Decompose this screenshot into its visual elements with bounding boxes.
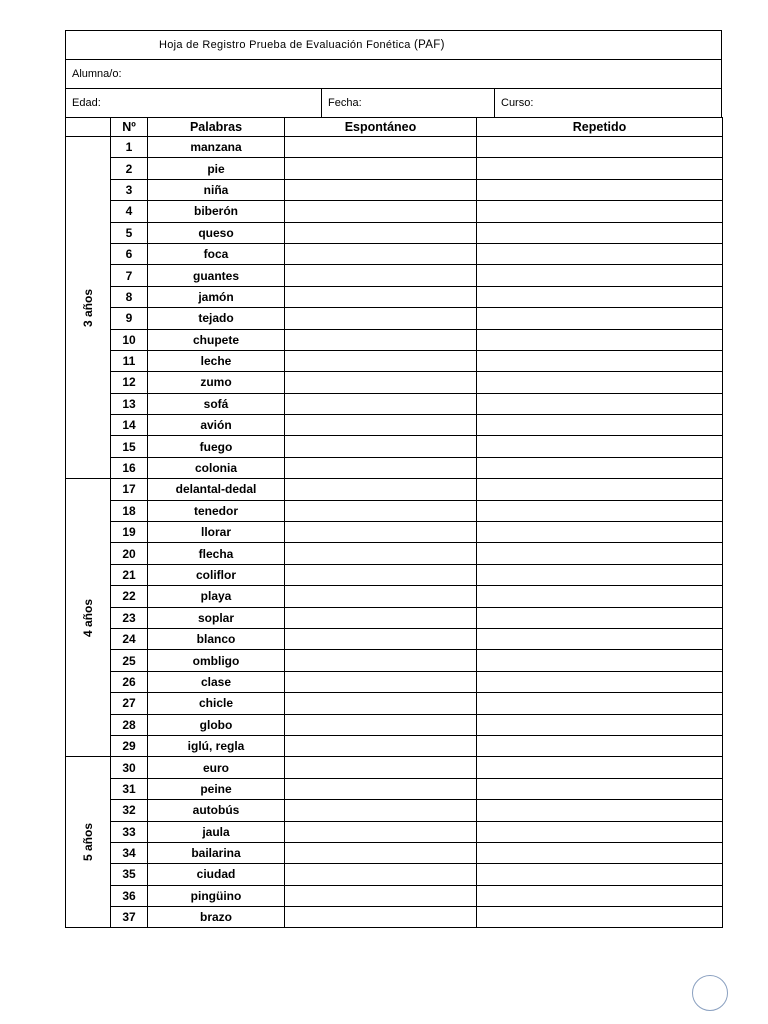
word-number: 29 — [111, 735, 148, 756]
spontaneous-cell[interactable] — [285, 564, 477, 585]
word-cell: pie — [148, 158, 285, 179]
word-number: 1 — [111, 137, 148, 158]
word-cell: euro — [148, 757, 285, 778]
table-row — [66, 179, 723, 200]
word-cell: blanco — [148, 628, 285, 649]
word-number: 21 — [111, 564, 148, 585]
title-text: Hoja de Registro Prueba de Evaluación Fonética — [159, 39, 411, 51]
spontaneous-cell[interactable] — [285, 628, 477, 649]
repeated-cell[interactable] — [477, 757, 723, 778]
word-cell: bailarina — [148, 842, 285, 863]
word-cell: brazo — [148, 907, 285, 928]
table-row — [66, 201, 723, 222]
repeated-cell[interactable] — [477, 885, 723, 906]
word-number: 24 — [111, 628, 148, 649]
spontaneous-cell[interactable] — [285, 201, 477, 222]
repeated-cell[interactable] — [477, 372, 723, 393]
age-label: Edad: — [72, 97, 101, 109]
word-table — [65, 117, 723, 928]
word-cell: tenedor — [148, 500, 285, 521]
repeated-cell[interactable] — [477, 714, 723, 735]
repeated-cell[interactable] — [477, 907, 723, 928]
table-row — [66, 564, 723, 585]
word-cell: jaula — [148, 821, 285, 842]
spontaneous-cell[interactable] — [285, 735, 477, 756]
spontaneous-cell[interactable] — [285, 222, 477, 243]
title-abbr: (PAF) — [414, 39, 445, 51]
repeated-cell[interactable] — [477, 522, 723, 543]
repeated-cell[interactable] — [477, 543, 723, 564]
spontaneous-cell[interactable] — [285, 265, 477, 286]
word-cell: leche — [148, 350, 285, 371]
word-cell: zumo — [148, 372, 285, 393]
student-field[interactable] — [65, 59, 722, 88]
word-cell: delantal-dedal — [148, 479, 285, 500]
table-row — [66, 864, 723, 885]
table-row — [66, 714, 723, 735]
word-cell: pingüino — [148, 885, 285, 906]
word-cell: tejado — [148, 308, 285, 329]
repeated-cell[interactable] — [477, 179, 723, 200]
spontaneous-cell[interactable] — [285, 308, 477, 329]
word-number: 36 — [111, 885, 148, 906]
word-cell: manzana — [148, 137, 285, 158]
age-field[interactable] — [66, 89, 322, 117]
word-number: 30 — [111, 757, 148, 778]
word-number: 9 — [111, 308, 148, 329]
word-number: 8 — [111, 286, 148, 307]
word-number: 17 — [111, 479, 148, 500]
table-row — [66, 137, 723, 158]
word-cell: coliflor — [148, 564, 285, 585]
table-row — [66, 778, 723, 799]
table-row — [66, 842, 723, 863]
spontaneous-cell[interactable] — [285, 393, 477, 414]
word-number: 14 — [111, 415, 148, 436]
age-group-label — [66, 479, 111, 757]
spontaneous-cell[interactable] — [285, 457, 477, 478]
repeated-cell[interactable] — [477, 650, 723, 671]
age-group-text: 4 años — [80, 598, 95, 637]
table-row — [66, 393, 723, 414]
repeated-cell[interactable] — [477, 778, 723, 799]
table-row — [66, 415, 723, 436]
word-number: 35 — [111, 864, 148, 885]
word-number: 26 — [111, 671, 148, 692]
repeated-cell[interactable] — [477, 821, 723, 842]
table-row — [66, 586, 723, 607]
word-number: 5 — [111, 222, 148, 243]
spontaneous-cell[interactable] — [285, 179, 477, 200]
repeated-cell[interactable] — [477, 842, 723, 863]
repeated-cell[interactable] — [477, 628, 723, 649]
word-cell: globo — [148, 714, 285, 735]
age-group-text: 3 años — [80, 288, 95, 327]
word-number: 7 — [111, 265, 148, 286]
word-cell: peine — [148, 778, 285, 799]
repeated-cell[interactable] — [477, 500, 723, 521]
repeated-cell[interactable] — [477, 457, 723, 478]
repeated-cell[interactable] — [477, 308, 723, 329]
word-number: 13 — [111, 393, 148, 414]
word-cell: fuego — [148, 436, 285, 457]
word-number: 34 — [111, 842, 148, 863]
word-cell: iglú, regla — [148, 735, 285, 756]
spontaneous-cell[interactable] — [285, 500, 477, 521]
table-row — [66, 800, 723, 821]
spontaneous-cell[interactable] — [285, 479, 477, 500]
word-number: 37 — [111, 907, 148, 928]
info-row — [65, 88, 722, 117]
table-row — [66, 522, 723, 543]
spontaneous-cell[interactable] — [285, 842, 477, 863]
word-number: 19 — [111, 522, 148, 543]
table-row — [66, 671, 723, 692]
spontaneous-cell[interactable] — [285, 137, 477, 158]
spontaneous-cell[interactable] — [285, 350, 477, 371]
word-number: 18 — [111, 500, 148, 521]
spontaneous-cell[interactable] — [285, 543, 477, 564]
num-column-header: Nº — [111, 118, 148, 137]
table-row — [66, 757, 723, 778]
table-row — [66, 650, 723, 671]
table-row — [66, 543, 723, 564]
word-number: 10 — [111, 329, 148, 350]
table-row — [66, 457, 723, 478]
word-cell: biberón — [148, 201, 285, 222]
word-number: 4 — [111, 201, 148, 222]
word-number: 15 — [111, 436, 148, 457]
table-row — [66, 350, 723, 371]
spontaneous-column-header: Espontáneo — [285, 118, 477, 137]
word-cell: soplar — [148, 607, 285, 628]
word-number: 16 — [111, 457, 148, 478]
word-number: 28 — [111, 714, 148, 735]
spontaneous-cell[interactable] — [285, 436, 477, 457]
word-number: 3 — [111, 179, 148, 200]
word-cell: clase — [148, 671, 285, 692]
course-label: Curso: — [501, 97, 534, 109]
repeated-cell[interactable] — [477, 479, 723, 500]
word-number: 33 — [111, 821, 148, 842]
age-group-text: 5 años — [80, 823, 95, 862]
repeated-column-header: Repetido — [477, 118, 723, 137]
spontaneous-cell[interactable] — [285, 907, 477, 928]
spontaneous-cell[interactable] — [285, 778, 477, 799]
word-cell: sofá — [148, 393, 285, 414]
table-row — [66, 500, 723, 521]
table-row — [66, 329, 723, 350]
word-number: 11 — [111, 350, 148, 371]
spontaneous-cell[interactable] — [285, 693, 477, 714]
word-number: 32 — [111, 800, 148, 821]
word-cell: autobús — [148, 800, 285, 821]
word-cell: guantes — [148, 265, 285, 286]
repeated-cell[interactable] — [477, 350, 723, 371]
table-row — [66, 243, 723, 264]
repeated-cell[interactable] — [477, 671, 723, 692]
repeated-cell[interactable] — [477, 586, 723, 607]
spontaneous-cell[interactable] — [285, 329, 477, 350]
spontaneous-cell[interactable] — [285, 671, 477, 692]
record-sheet — [65, 30, 722, 928]
spontaneous-cell[interactable] — [285, 372, 477, 393]
age-column-header — [66, 118, 111, 137]
spontaneous-cell[interactable] — [285, 650, 477, 671]
repeated-cell[interactable] — [477, 436, 723, 457]
repeated-cell[interactable] — [477, 800, 723, 821]
table-row — [66, 907, 723, 928]
repeated-cell[interactable] — [477, 158, 723, 179]
repeated-cell[interactable] — [477, 864, 723, 885]
word-cell: ciudad — [148, 864, 285, 885]
word-number: 23 — [111, 607, 148, 628]
repeated-cell[interactable] — [477, 243, 723, 264]
word-cell: ombligo — [148, 650, 285, 671]
word-cell: foca — [148, 243, 285, 264]
table-row — [66, 372, 723, 393]
repeated-cell[interactable] — [477, 393, 723, 414]
word-cell: colonia — [148, 457, 285, 478]
sheet-title — [65, 30, 722, 59]
table-row — [66, 885, 723, 906]
table-row — [66, 735, 723, 756]
word-cell: chupete — [148, 329, 285, 350]
spontaneous-cell[interactable] — [285, 821, 477, 842]
table-row — [66, 479, 723, 500]
word-cell: avión — [148, 415, 285, 436]
course-field[interactable] — [495, 89, 721, 117]
table-row — [66, 286, 723, 307]
spontaneous-cell[interactable] — [285, 415, 477, 436]
repeated-cell[interactable] — [477, 286, 723, 307]
table-row — [66, 628, 723, 649]
table-row — [66, 308, 723, 329]
table-row — [66, 265, 723, 286]
repeated-cell[interactable] — [477, 564, 723, 585]
word-cell: niña — [148, 179, 285, 200]
spontaneous-cell[interactable] — [285, 864, 477, 885]
spontaneous-cell[interactable] — [285, 522, 477, 543]
word-number: 31 — [111, 778, 148, 799]
repeated-cell[interactable] — [477, 329, 723, 350]
word-cell: chicle — [148, 693, 285, 714]
word-number: 12 — [111, 372, 148, 393]
age-group-label — [66, 757, 111, 928]
word-number: 2 — [111, 158, 148, 179]
repeated-cell[interactable] — [477, 201, 723, 222]
table-row — [66, 821, 723, 842]
word-cell: queso — [148, 222, 285, 243]
age-group-label — [66, 137, 111, 479]
word-cell: jamón — [148, 286, 285, 307]
word-number: 22 — [111, 586, 148, 607]
spontaneous-cell[interactable] — [285, 714, 477, 735]
word-number: 20 — [111, 543, 148, 564]
word-number: 25 — [111, 650, 148, 671]
repeated-cell[interactable] — [477, 693, 723, 714]
word-number: 6 — [111, 243, 148, 264]
repeated-cell[interactable] — [477, 415, 723, 436]
repeated-cell[interactable] — [477, 137, 723, 158]
table-row — [66, 607, 723, 628]
repeated-cell[interactable] — [477, 735, 723, 756]
spontaneous-cell[interactable] — [285, 286, 477, 307]
spontaneous-cell[interactable] — [285, 158, 477, 179]
page-indicator — [692, 975, 728, 1011]
word-cell: playa — [148, 586, 285, 607]
word-number: 27 — [111, 693, 148, 714]
date-label: Fecha: — [328, 97, 362, 109]
word-cell: llorar — [148, 522, 285, 543]
repeated-cell[interactable] — [477, 265, 723, 286]
spontaneous-cell[interactable] — [285, 885, 477, 906]
spontaneous-cell[interactable] — [285, 607, 477, 628]
spontaneous-cell[interactable] — [285, 243, 477, 264]
table-row — [66, 222, 723, 243]
words-column-header: Palabras — [148, 118, 285, 137]
spontaneous-cell[interactable] — [285, 757, 477, 778]
table-row — [66, 693, 723, 714]
spontaneous-cell[interactable] — [285, 586, 477, 607]
spontaneous-cell[interactable] — [285, 800, 477, 821]
table-row — [66, 158, 723, 179]
table-row — [66, 436, 723, 457]
table-header-row — [66, 118, 723, 137]
repeated-cell[interactable] — [477, 607, 723, 628]
date-field[interactable] — [322, 89, 495, 117]
repeated-cell[interactable] — [477, 222, 723, 243]
student-label: Alumna/o: — [72, 68, 122, 80]
word-cell: flecha — [148, 543, 285, 564]
